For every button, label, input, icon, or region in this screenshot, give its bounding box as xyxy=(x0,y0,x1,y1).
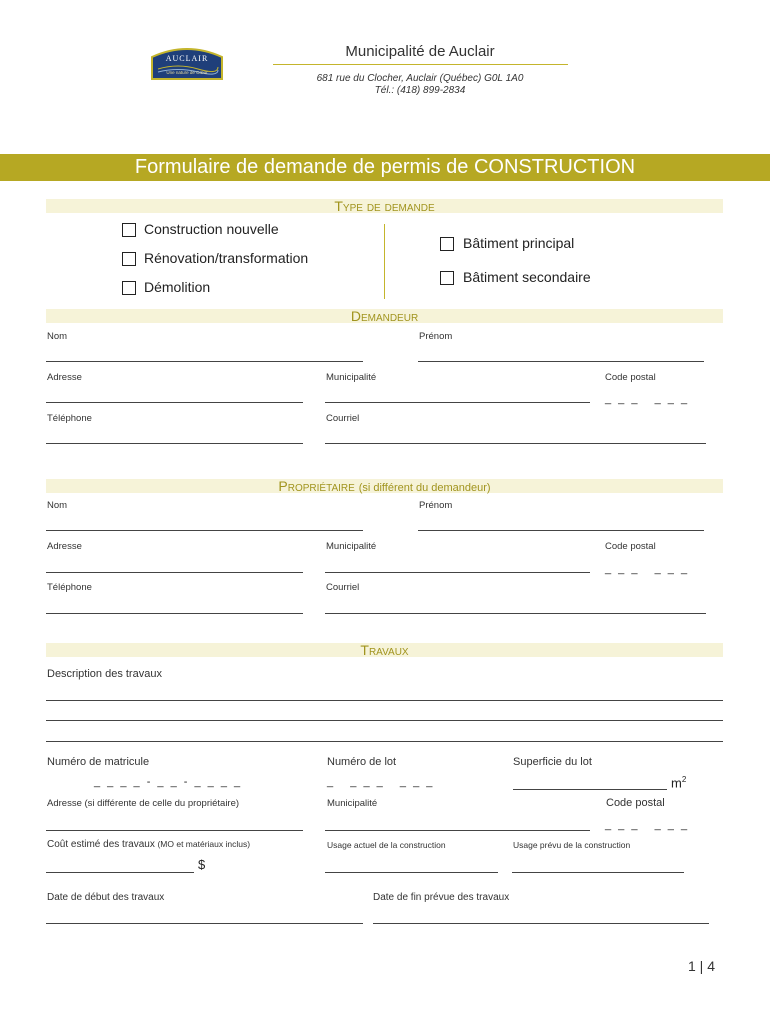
input-date-fin[interactable] xyxy=(373,923,709,924)
superficie-unit: $m^2$ xyxy=(671,775,687,791)
label-code-postal-travaux: Code postal xyxy=(606,797,665,809)
option-label-batiment-secondaire: Bâtiment secondaire xyxy=(463,269,591,285)
auclair-logo xyxy=(148,45,226,81)
input-municipalite[interactable] xyxy=(325,402,590,403)
label-date-debut: Date de début des travaux xyxy=(47,892,165,903)
input-cout[interactable] xyxy=(46,872,194,873)
input-lot[interactable]: _ _ _ _ _ _ _ xyxy=(327,776,435,788)
form-title: Formulaire de demande de permis de CONSTRUCTION xyxy=(134,156,636,178)
option-label-demolition: Démolition xyxy=(144,279,211,295)
label-prenom: Prénom xyxy=(419,500,453,511)
municipality-name: Municipalité de Auclair xyxy=(345,43,495,60)
label-adresse: Adresse xyxy=(47,541,82,552)
label-cout-note: (MO et matériaux inclus) xyxy=(157,839,251,849)
label-code-postal: Code postal xyxy=(605,541,656,552)
input-date-debut[interactable] xyxy=(46,923,363,924)
option-label-batiment-principal: Bâtiment principal xyxy=(463,235,575,251)
label-code-postal: Code postal xyxy=(605,372,656,383)
label-prenom: Prénom xyxy=(419,331,453,342)
input-telephone[interactable] xyxy=(46,613,303,614)
section-title-demandeur: Demandeur xyxy=(350,308,419,324)
input-usage-actuel[interactable] xyxy=(325,872,498,873)
type-divider xyxy=(384,224,385,299)
municipality-address: 681 rue du Clocher, Auclair (Québec) G0L 1A0 xyxy=(316,73,524,84)
checkbox-construction-nouvelle[interactable] xyxy=(122,223,136,237)
label-nom: Nom xyxy=(47,331,68,342)
label-courriel: Courriel xyxy=(326,582,360,593)
input-municipalite-travaux[interactable] xyxy=(325,830,590,831)
checkbox-demolition[interactable] xyxy=(122,281,136,295)
label-adresse-travaux: Adresse (si différente de celle du propriétaire) xyxy=(47,798,240,809)
input-nom[interactable] xyxy=(46,361,363,362)
label-description: Description des travaux xyxy=(47,668,162,680)
input-prenom[interactable] xyxy=(418,530,704,531)
input-courriel[interactable] xyxy=(325,613,706,614)
logo-text: AUCLAIR xyxy=(165,54,209,63)
input-usage-prevu[interactable] xyxy=(512,872,684,873)
input-code-postal-travaux[interactable]: _ _ _ _ _ _ xyxy=(605,819,690,831)
label-usage-actuel: Usage actuel de la construction xyxy=(327,840,446,850)
input-nom[interactable] xyxy=(46,530,363,531)
label-date-fin: Date de fin prévue des travaux xyxy=(373,892,510,903)
cout-unit: $ xyxy=(198,857,206,872)
label-municipalite: Municipalité xyxy=(326,541,377,552)
label-usage-prevu: Usage prévu de la construction xyxy=(513,840,631,850)
input-matricule[interactable]: _ _ _ _ - _ _ - _ _ _ _ xyxy=(94,776,243,788)
label-telephone: Téléphone xyxy=(47,582,92,593)
municipality-phone: Tél.: (418) 899-2834 xyxy=(374,85,466,96)
label-municipalite: Municipalité xyxy=(326,372,377,383)
label-matricule: Numéro de matricule xyxy=(47,756,150,768)
option-label-renovation: Rénovation/transformation xyxy=(144,250,309,266)
label-courriel: Courriel xyxy=(326,413,360,424)
input-prenom[interactable] xyxy=(418,361,704,362)
input-adresse-travaux[interactable] xyxy=(46,830,303,831)
input-description-line-1[interactable] xyxy=(46,700,723,701)
input-adresse[interactable] xyxy=(46,402,303,403)
checkbox-batiment-secondaire[interactable] xyxy=(440,271,454,285)
input-code-postal[interactable]: _ _ _ _ _ _ xyxy=(605,563,690,575)
label-cout-text: Coût estimé des travaux xyxy=(47,839,155,850)
section-title-proprietaire xyxy=(46,479,723,496)
label-municipalite-travaux: Municipalité xyxy=(327,798,378,809)
checkbox-batiment-principal[interactable] xyxy=(440,237,454,251)
input-description-line-3[interactable] xyxy=(46,741,723,742)
option-label-construction-nouvelle: Construction nouvelle xyxy=(144,221,279,237)
label-nom: Nom xyxy=(47,500,68,511)
label-telephone: Téléphone xyxy=(47,413,92,424)
page-number: 1 | 4 xyxy=(688,958,715,974)
input-courriel[interactable] xyxy=(325,443,706,444)
input-municipalite[interactable] xyxy=(325,572,590,573)
label-lot: Numéro de lot xyxy=(327,756,397,768)
section-title-type: Type de demande xyxy=(334,198,435,214)
logo-tagline: Une nature de Cœur xyxy=(166,70,208,75)
header-divider xyxy=(273,64,568,65)
input-description-line-2[interactable] xyxy=(46,720,723,721)
checkbox-renovation[interactable] xyxy=(122,252,136,266)
input-superficie[interactable] xyxy=(513,789,667,790)
label-cout xyxy=(47,839,250,850)
section-title-travaux: Travaux xyxy=(360,642,409,658)
proprietaire-title: Propriétaire xyxy=(278,478,355,494)
input-code-postal[interactable]: _ _ _ _ _ _ xyxy=(605,393,690,405)
input-telephone[interactable] xyxy=(46,443,303,444)
input-adresse[interactable] xyxy=(46,572,303,573)
label-superficie: Superficie du lot xyxy=(513,756,592,768)
proprietaire-subtitle: (si différent du demandeur) xyxy=(358,482,491,494)
label-adresse: Adresse xyxy=(47,372,82,383)
